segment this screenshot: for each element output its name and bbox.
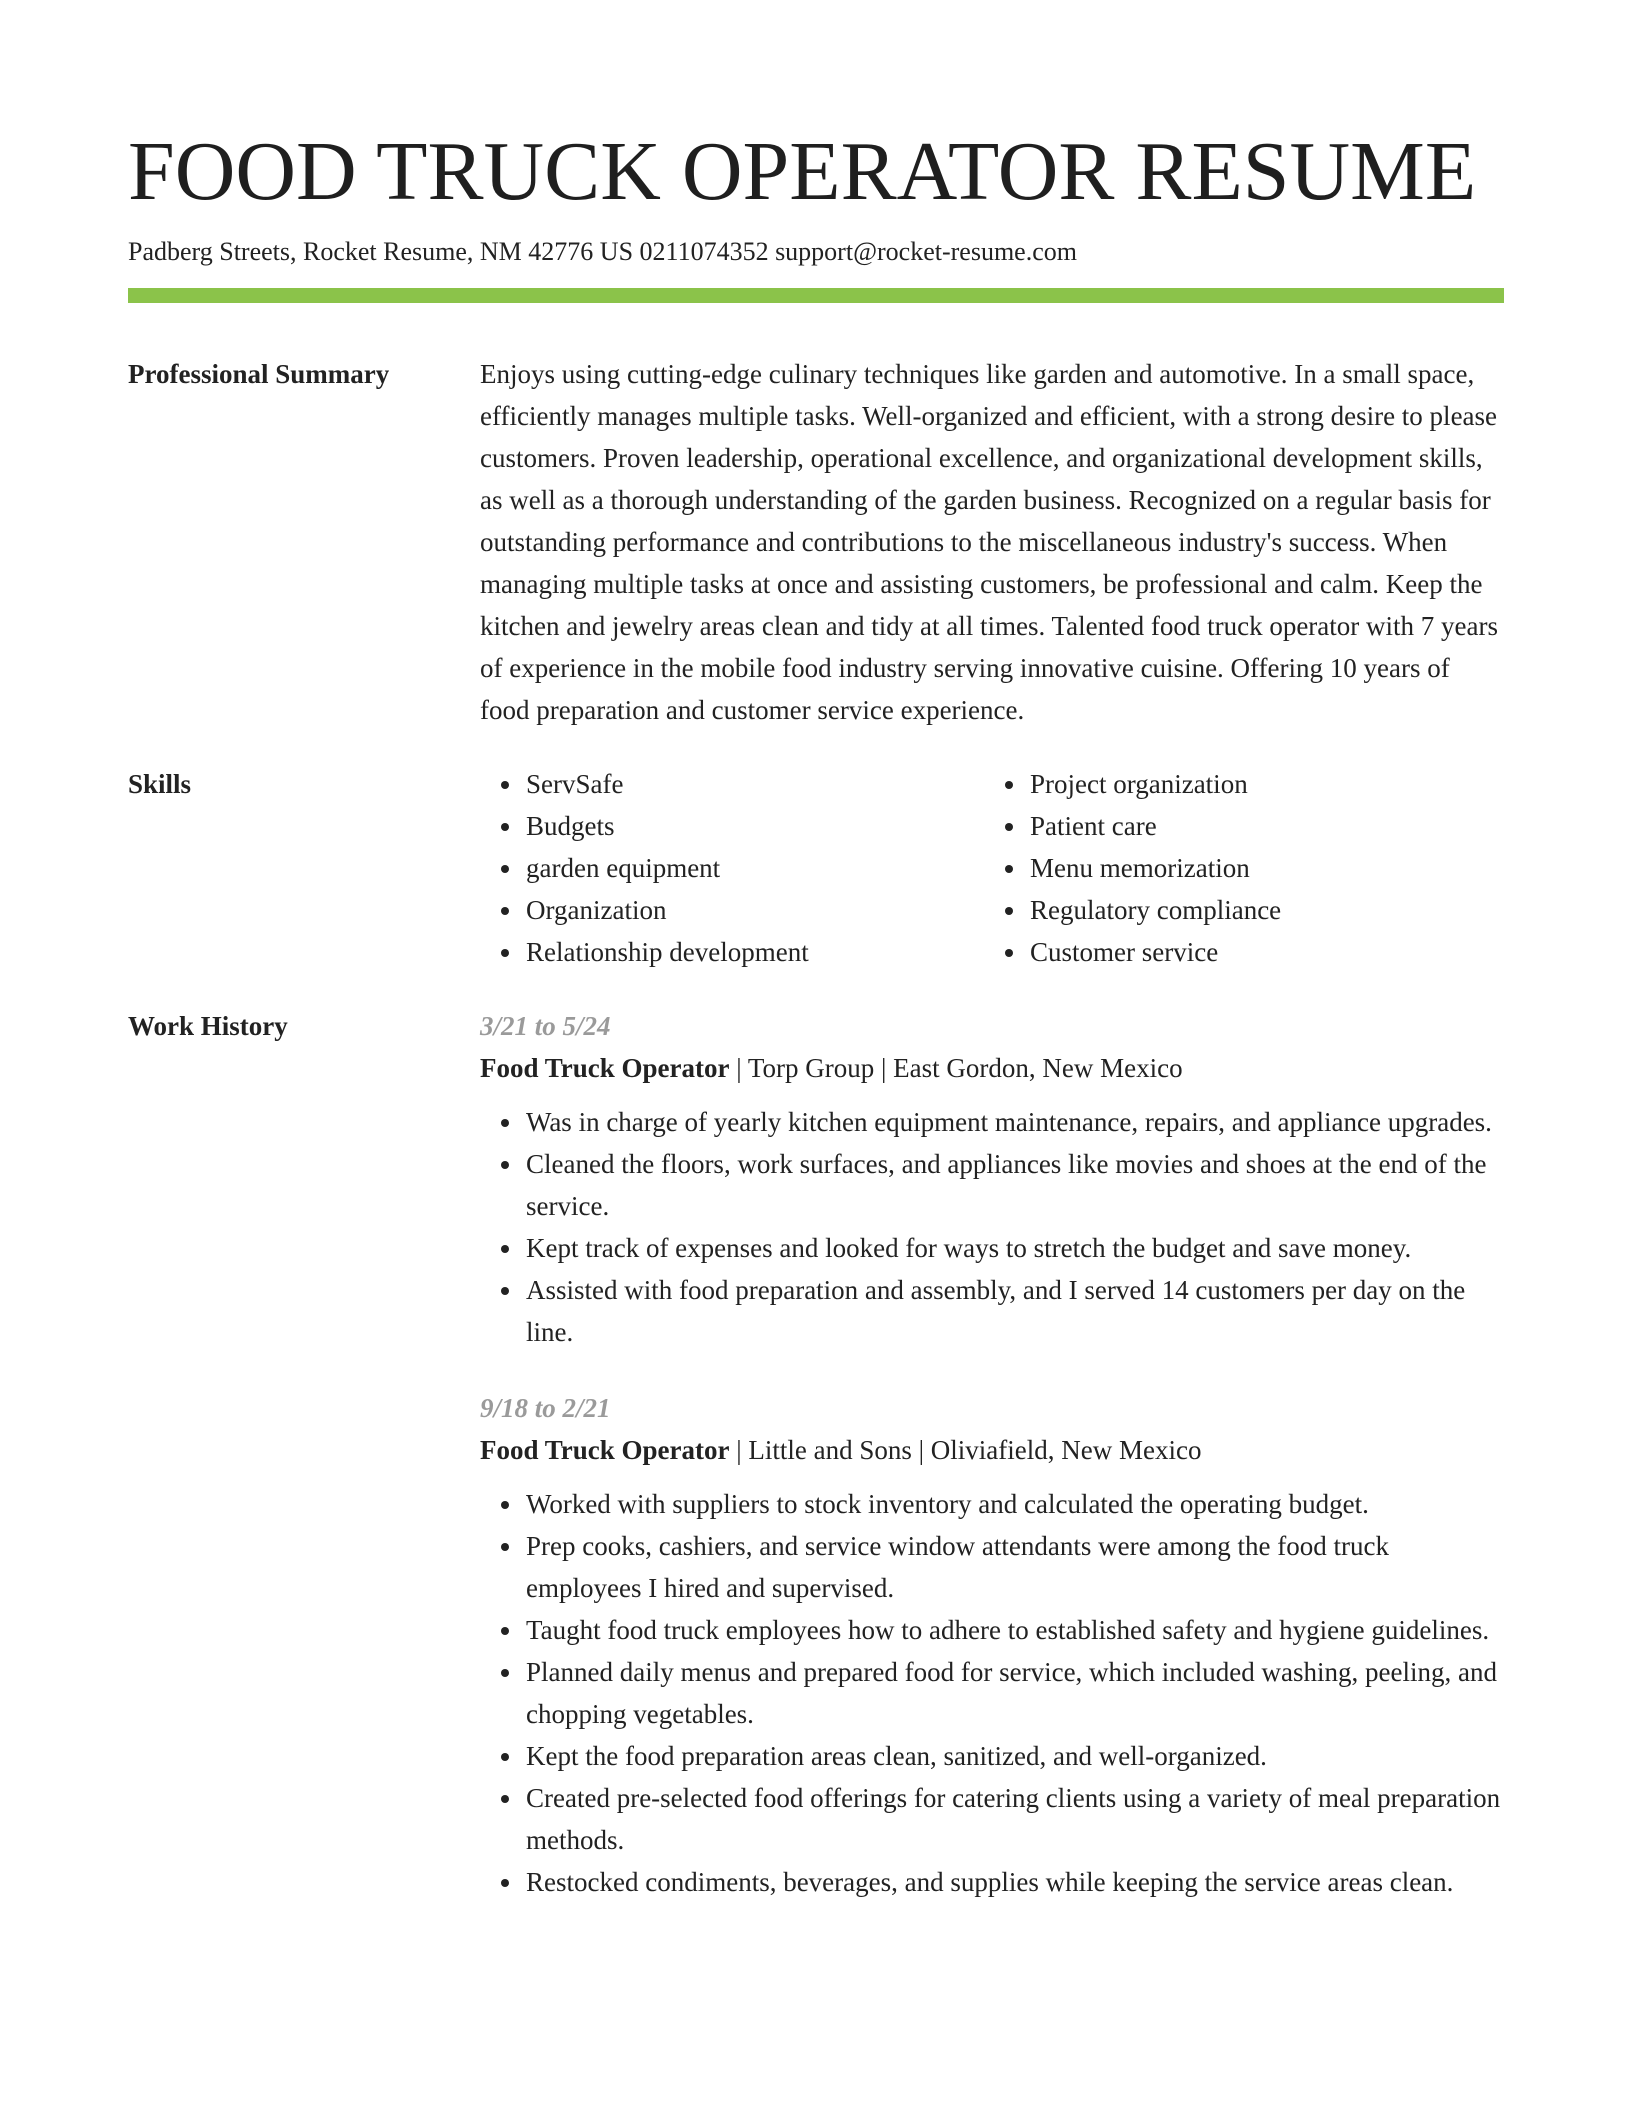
job-duties xyxy=(480,1483,1504,1903)
work-history-heading: Work History xyxy=(128,1011,288,1041)
summary-heading: Professional Summary xyxy=(128,359,390,389)
skill-item: • Organization xyxy=(524,889,984,931)
job-heading xyxy=(480,1047,1504,1089)
skill-item: • Menu memorization xyxy=(1028,847,1488,889)
skills-section xyxy=(128,763,1504,973)
resume-title: FOOD TRUCK OPERATOR RESUME xyxy=(128,125,1477,218)
skill-item: • Regulatory compliance xyxy=(1028,889,1488,931)
duty-item: • Cleaned the floors, work surfaces, and appliances like movies and shoes at the end of the service. xyxy=(524,1143,1504,1227)
skill-item: • ServSafe xyxy=(524,763,984,805)
duty-item: • Worked with suppliers to stock inventory and calculated the operating budget. xyxy=(524,1483,1504,1525)
job-title: Food Truck Operator xyxy=(480,1053,730,1083)
skill-item: • Budgets xyxy=(524,805,984,847)
job-dates: 9/18 to 2/21 xyxy=(480,1393,611,1423)
duty-item: • Restocked condiments, beverages, and supplies while keeping the service areas clean. xyxy=(524,1861,1504,1903)
job-duties xyxy=(480,1101,1504,1353)
accent-divider xyxy=(128,288,1504,303)
skills-grid xyxy=(480,763,1504,973)
duty-item: • Assisted with food preparation and assembly, and I served 14 customers per day on the line. xyxy=(524,1269,1504,1353)
duty-item: • Prep cooks, cashiers, and service window attendants were among the food truck employees I hired and supervised. xyxy=(524,1525,1504,1609)
job-employer-location: | Little and Sons | Oliviafield, New Mexico xyxy=(729,1435,1202,1465)
skills-list-left xyxy=(480,763,984,973)
job-entry xyxy=(480,1387,1504,1903)
skills-list-right xyxy=(984,763,1488,973)
duty-item: • Kept the food preparation areas clean, sanitized, and well-organized. xyxy=(524,1735,1504,1777)
job-heading xyxy=(480,1429,1504,1471)
duty-item: • Created pre-selected food offerings for catering clients using a variety of meal preparation methods. xyxy=(524,1777,1504,1861)
skill-item: • garden equipment xyxy=(524,847,984,889)
skill-item: • Relationship development xyxy=(524,931,984,973)
job-dates: 3/21 to 5/24 xyxy=(480,1011,611,1041)
summary-section xyxy=(128,353,1504,731)
skill-item: • Patient care xyxy=(1028,805,1488,847)
job-entry xyxy=(480,1005,1504,1353)
duty-item: • Kept track of expenses and looked for ways to stretch the budget and save money. xyxy=(524,1227,1504,1269)
contact-line: Padberg Streets, Rocket Resume, NM 42776 US 0211074352 support@rocket-resume.com xyxy=(128,237,1077,266)
job-title: Food Truck Operator xyxy=(480,1435,730,1465)
job-employer-location: | Torp Group | East Gordon, New Mexico xyxy=(729,1053,1183,1083)
work-history-entries xyxy=(480,1005,1504,1903)
skill-item: • Customer service xyxy=(1028,931,1488,973)
duty-item: • Planned daily menus and prepared food for service, which included washing, peeling, and chopping vegetables. xyxy=(524,1651,1504,1735)
resume-page xyxy=(128,120,1504,1903)
summary-text: Enjoys using cutting-edge culinary techniques like garden and automotive. In a small space, efficiently manages multiple tasks. Well-organized and efficient, with a strong desire to please customers. Proven leadership, operational excellence, and organizational development skills, as well as a thorough understanding of the garden business. Recognized on a regular basis for outstanding performance and contributions to the miscellaneous industry's success. When managing multiple tasks at once and assisting customers, be professional and calm. Keep the kitchen and jewelry areas clean and tidy at all times. Talented food truck operator with 7 years of experience in the mobile food industry serving innovative cuisine. Offering 10 years of food preparation and customer service experience. xyxy=(480,359,1498,725)
skill-item: • Project organization xyxy=(1028,763,1488,805)
duty-item: • Was in charge of yearly kitchen equipment maintenance, repairs, and appliance upgrades. xyxy=(524,1101,1504,1143)
skills-heading: Skills xyxy=(128,769,192,799)
duty-item: • Taught food truck employees how to adhere to established safety and hygiene guidelines. xyxy=(524,1609,1504,1651)
work-history-section xyxy=(128,1005,1504,1903)
